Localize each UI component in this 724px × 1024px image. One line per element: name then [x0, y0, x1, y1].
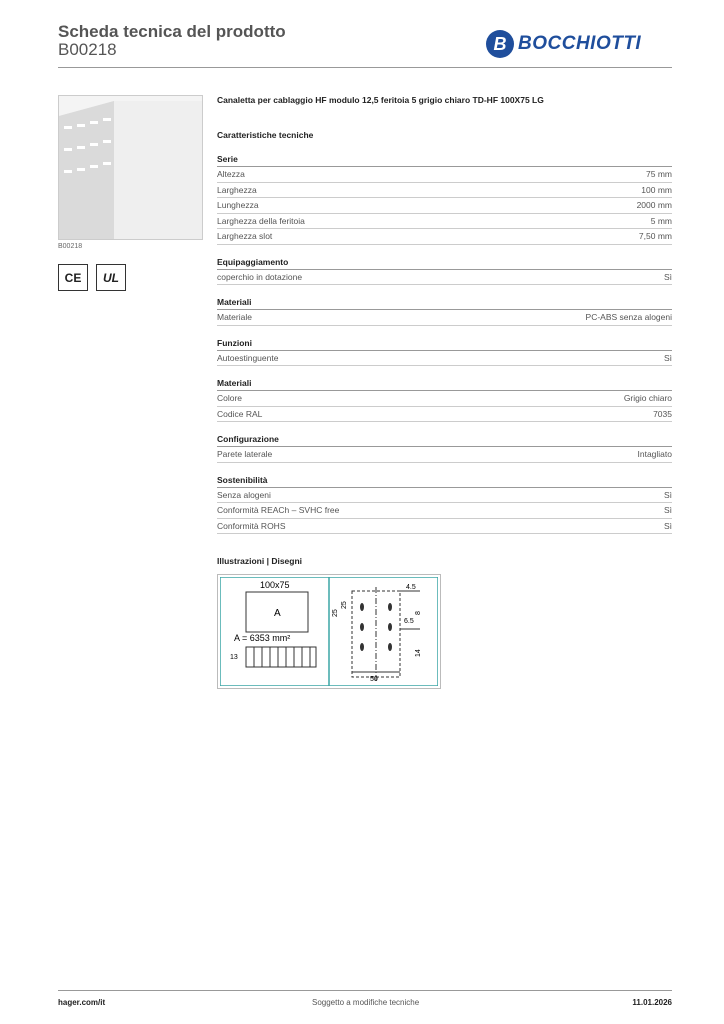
spec-row	[217, 503, 672, 519]
spec-row	[217, 198, 672, 214]
spec-row	[217, 214, 672, 230]
spec-value: Sì	[663, 352, 672, 363]
spec-value: PC-ABS senza alogeni	[585, 312, 672, 322]
drawing-d25a-label: 25	[332, 609, 339, 617]
spec-value: Intagliato	[637, 449, 672, 459]
spec-group-title: Configurazione	[217, 434, 672, 447]
footer-divider	[58, 990, 672, 991]
technical-drawing	[217, 574, 441, 689]
page-title: Scheda tecnica del prodotto	[58, 22, 286, 41]
brand-logo	[486, 28, 641, 60]
spec-value: 7,50 mm	[638, 231, 672, 241]
spec-label: Codice RAL	[217, 408, 263, 419]
spec-value: 100 mm	[641, 184, 672, 195]
drawing-section-label: A	[274, 608, 281, 619]
drawing-d50-label: 50	[370, 676, 378, 683]
cable-duct-icon	[59, 96, 202, 239]
spec-value: 2000 mm	[636, 200, 672, 210]
spec-value: 7035	[653, 408, 672, 419]
spec-label: Altezza	[217, 169, 245, 179]
spec-label: Larghezza della feritoia	[217, 215, 305, 226]
spec-value: Sì	[663, 489, 672, 500]
illustrations-heading: Illustrazioni | Disegni	[217, 556, 303, 566]
spec-group	[217, 338, 672, 367]
spec-row	[217, 351, 672, 367]
ul-mark-icon: UL	[96, 264, 126, 291]
spec-label: Senza alogeni	[217, 489, 271, 500]
footer-disclaimer: Soggetto a modifiche tecniche	[312, 998, 420, 1007]
spec-row	[217, 391, 672, 407]
spec-groups	[217, 154, 672, 534]
drawing-d45-label: 4.5	[406, 584, 416, 591]
drawing-h13-label: 13	[230, 654, 238, 661]
spec-label: Parete laterale	[217, 449, 273, 459]
spec-row	[217, 519, 672, 535]
spec-group-title: Equipaggiamento	[217, 257, 672, 270]
footer-date: 11.01.2026	[632, 998, 672, 1007]
product-code: B00218	[58, 40, 117, 59]
spec-group	[217, 154, 672, 245]
spec-label: Conformità ROHS	[217, 520, 286, 531]
spec-label: Materiale	[217, 312, 252, 322]
spec-group	[217, 434, 672, 463]
spec-group-title: Materiali	[217, 297, 672, 310]
spec-label: coperchio in dotazione	[217, 271, 303, 282]
product-title: Canaletta per cablaggio HF modulo 12,5 feritoia 5 grigio chiaro TD-HF 100X75 LG	[217, 95, 544, 105]
spec-label: Larghezza	[217, 184, 257, 195]
header-divider	[58, 67, 672, 68]
spec-value: Grigio chiaro	[623, 393, 672, 403]
spec-value: Sì	[663, 271, 672, 282]
product-image	[58, 95, 203, 240]
brand-name: BOCCHIOTTI	[518, 33, 642, 54]
drawing-d14-label: 14	[415, 649, 422, 657]
spec-group-title: Funzioni	[217, 338, 672, 351]
spec-row	[217, 270, 672, 286]
footer-website[interactable]: hager.com/it	[58, 998, 106, 1007]
spec-row	[217, 447, 672, 463]
spec-group-title: Materiali	[217, 378, 672, 391]
drawing-d25b-label: 25	[341, 601, 348, 609]
spec-label: Conformità REACh – SVHC free	[217, 505, 340, 515]
spec-value: Sì	[663, 520, 672, 531]
spec-label: Colore	[217, 393, 243, 403]
spec-row	[217, 310, 672, 326]
tech-heading: Caratteristiche tecniche	[217, 130, 314, 140]
spec-group	[217, 257, 672, 286]
spec-section	[217, 95, 672, 689]
drawing-svg	[220, 577, 438, 686]
spec-value: Sì	[663, 505, 672, 515]
spec-row	[217, 183, 672, 199]
spec-label: Autoestinguente	[217, 352, 279, 363]
spec-group	[217, 475, 672, 535]
ce-mark-icon: CE	[58, 264, 88, 291]
spec-group-title: Sostenibilità	[217, 475, 672, 488]
drawing-d65-label: 6.5	[404, 618, 414, 625]
spec-value: 75 mm	[646, 169, 672, 179]
spec-row	[217, 167, 672, 183]
spec-row	[217, 229, 672, 245]
drawing-d8-label: 8	[415, 611, 422, 615]
image-caption: B00218	[58, 243, 83, 250]
spec-row	[217, 407, 672, 423]
spec-group	[217, 297, 672, 326]
spec-label: Larghezza slot	[217, 231, 273, 241]
spec-group-title: Serie	[217, 154, 672, 167]
drawing-area-label: A = 6353 mm²	[234, 633, 291, 643]
drawing-size-label: 100x75	[260, 580, 290, 590]
spec-row	[217, 488, 672, 504]
spec-group	[217, 378, 672, 422]
spec-label: Lunghezza	[217, 200, 259, 210]
brand-logo-icon: B	[486, 30, 514, 58]
spec-value: 5 mm	[650, 215, 672, 226]
